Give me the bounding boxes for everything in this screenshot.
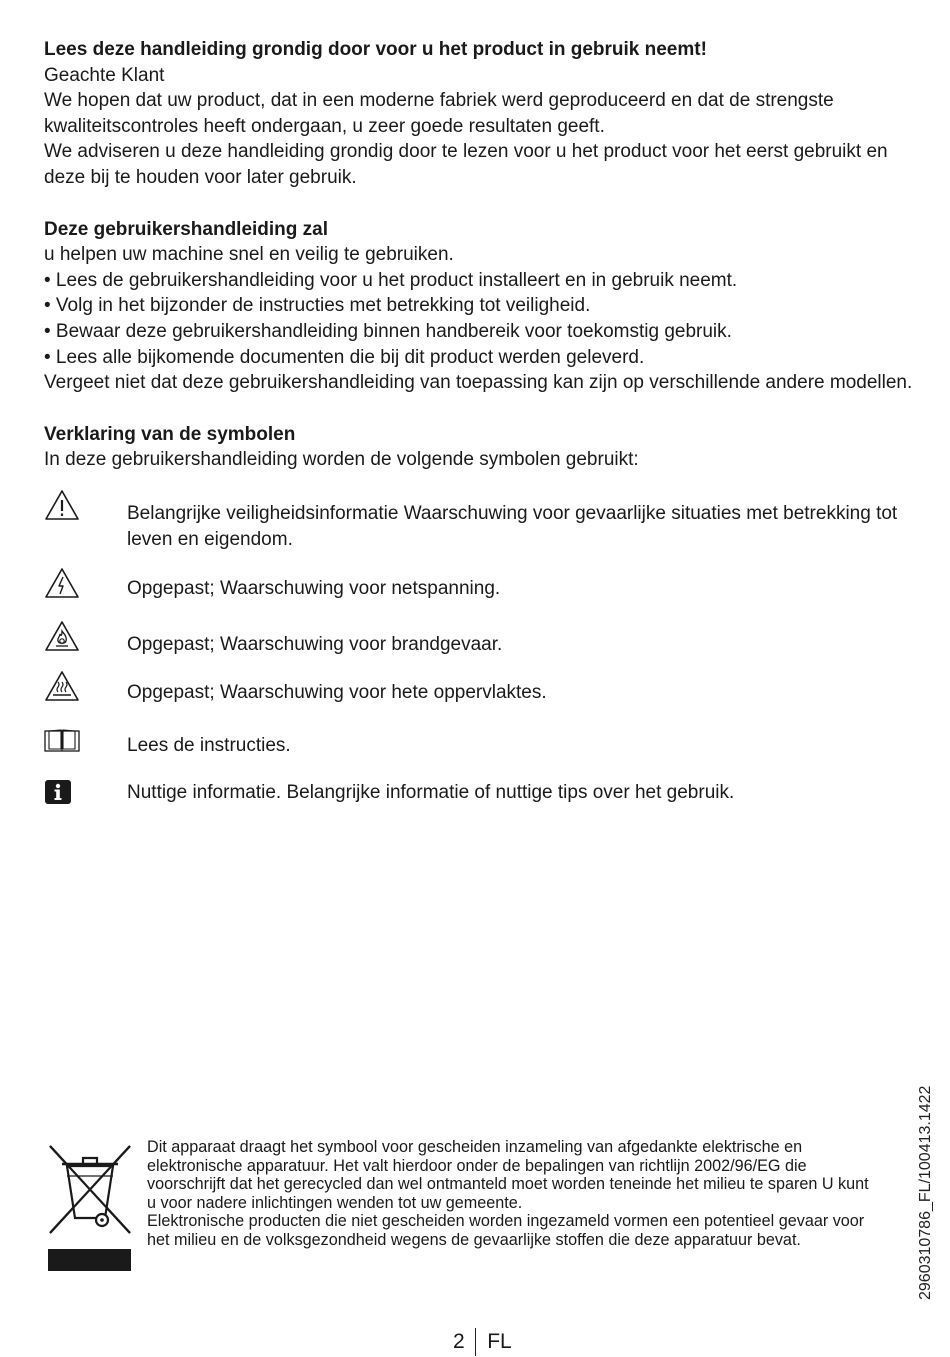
symbol-text: Opgepast; Waarschuwing voor hete oppervlaktes. [127,681,547,703]
fire-hazard-icon [44,620,127,652]
bullet-item: • Volg in het bijzonder de instructies met betrekking tot veiligheid. [44,295,591,317]
document-code: 2960310786_FL/100413.1422 [917,1085,934,1300]
symbol-row-electric [44,567,914,620]
disposal-paragraph-1: Dit apparaat draagt het symbool voor gescheiden inzameling van afgedankte elektrische en elektronische apparatuur. Het valt hierdoor onder de bepalingen van richtlijn 2002/96/EG die voorschrijft dat het gerecycled dan wel ontmanteld moet worden teneinde het milieu te sparen U kunt u voor nadere inlichtingen wenden tot uw gemeente. [147,1138,869,1212]
symbols-heading: Verklaring van de symbolen [44,423,296,445]
symbol-text: Opgepast; Waarschuwing voor brandgevaar. [127,633,503,655]
symbol-list [44,489,914,818]
intro-heading: Lees deze handleiding grondig door voor u het product in gebruik neemt! [44,39,707,60]
intro-paragraph-1: We hopen dat uw product, dat in een moderne fabriek werd geproduceerd en dat de strengste kwaliteitscontroles heeft ondergaan, u zeer goede resultaten geeft. [44,90,834,137]
symbol-row-warning [44,489,914,567]
page-footer [453,1328,512,1356]
disposal-text [147,1138,877,1250]
footer-divider [475,1328,477,1356]
symbols-intro: In deze gebruikershandleiding worden de volgende symbolen gebruikt: [44,449,639,471]
disposal-paragraph-2: Elektronische producten die niet gescheiden worden ingezameld vormen een potentieel gevaar voor het milieu en de volksgezondheid wegens de gevaarlijke stoffen die deze apparatuur bevat. [147,1212,865,1249]
greeting: Geachte Klant [44,64,165,86]
symbol-text: Belangrijke veiligheidsinformatie Waarschuwing voor gevaarlijke situaties met betrekking tot leven en eigendom. [127,502,898,550]
manual-page-content [44,37,914,818]
crossed-bin-icon [47,1138,133,1274]
symbol-row-hot-surface [44,670,914,724]
symbol-row-book [44,724,914,778]
manual-heading: Deze gebruikershandleiding zal [44,218,329,240]
bullet-item: • Lees de gebruikershandleiding voor u het product installeert en in gebruik neemt. [44,269,738,291]
symbol-text: Opgepast; Waarschuwing voor netspanning. [127,577,501,599]
info-icon [44,778,127,805]
bullet-item: • Lees alle bijkomende documenten die bij dit product werden geleverd. [44,346,645,368]
electric-hazard-icon [44,567,127,599]
page-number: 2 [453,1330,465,1353]
symbol-row-info [44,778,914,818]
warning-icon [44,489,127,521]
symbol-text: Nuttige informatie. Belangrijke informatie of nuttige tips over het gebruik. [127,781,735,803]
symbol-row-fire [44,620,914,670]
hot-surface-icon [44,670,127,702]
manual-note: Vergeet niet dat deze gebruikershandleiding van toepassing kan zijn op verschillende andere modellen. [44,372,913,394]
symbol-text: Lees de instructies. [127,734,291,756]
manual-intro: u helpen uw machine snel en veilig te gebruiken. [44,244,454,266]
language-code: FL [487,1330,512,1353]
intro-paragraph-2: We adviseren u deze handleiding grondig door te lezen voor u het product voor het eerst gebruikt en deze bij te houden voor later gebruik. [44,141,888,188]
book-icon [44,724,127,754]
bullet-item: • Bewaar deze gebruikershandleiding binnen handbereik voor toekomstig gebruik. [44,320,732,342]
